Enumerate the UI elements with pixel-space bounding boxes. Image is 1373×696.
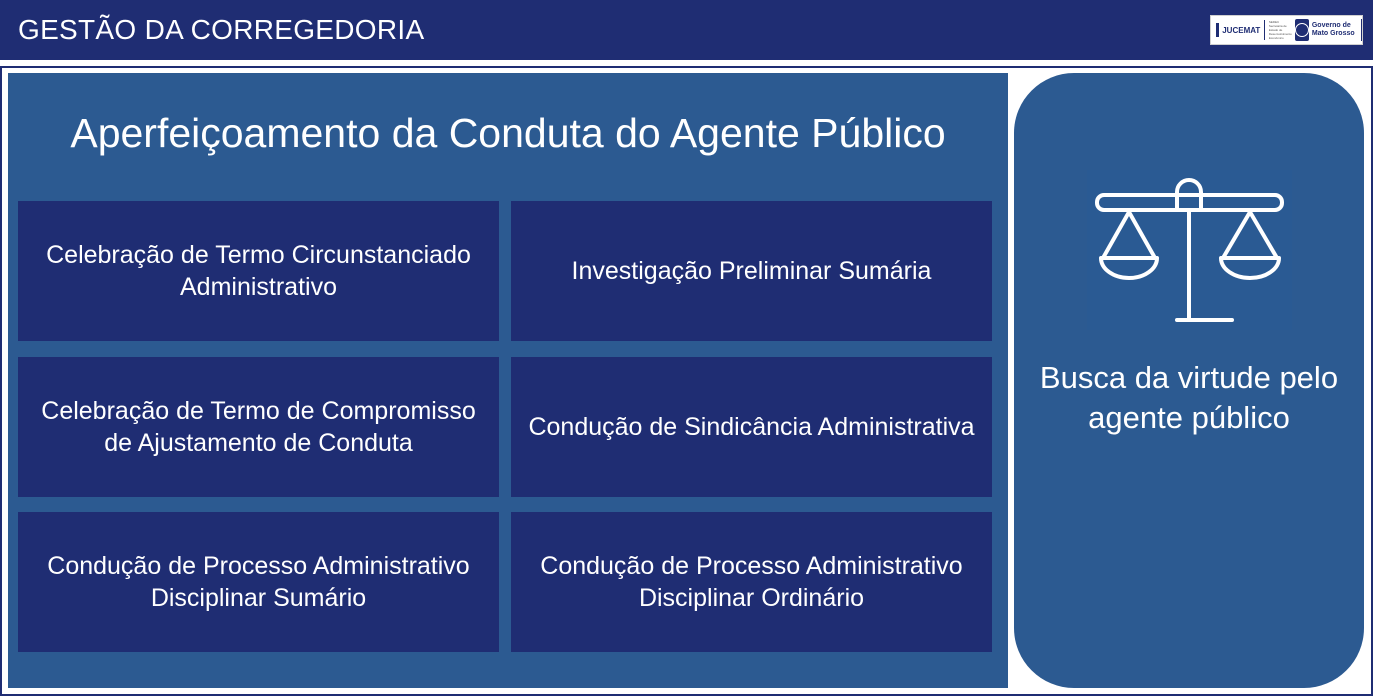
- card-termo-circunstanciado: Celebração de Termo Circunstanciado Administrativo: [18, 201, 499, 341]
- state-seal-icon: [1295, 19, 1309, 41]
- card-pad-sumario: Condução de Processo Administrativo Disciplinar Sumário: [18, 512, 499, 652]
- balance-scale-icon: [1087, 170, 1292, 330]
- card-pad-ordinario: Condução de Processo Administrativo Disciplinar Ordinário: [511, 512, 992, 652]
- logo-small-text: SEDEC Secretaria de Estado de Desenvolvimento Econômico: [1268, 20, 1292, 40]
- jucemat-logo-icon: [1216, 23, 1219, 37]
- logo: [1210, 15, 1363, 45]
- logo-end-bar: [1361, 19, 1362, 41]
- card-sindicancia: Condução de Sindicância Administrativa: [511, 357, 992, 497]
- card-investigacao-preliminar: Investigação Preliminar Sumária: [511, 201, 992, 341]
- logo-government-text: Governo de Mato Grosso: [1311, 22, 1355, 37]
- side-text: Busca da virtude pelo agente público: [1039, 360, 1339, 435]
- header-bar: [0, 0, 1373, 60]
- page-title: GESTÃO DA CORREGEDORIA: [18, 14, 425, 45]
- logo-jucemat-text: JUCEMAT: [1222, 25, 1261, 35]
- card-termo-ajustamento-conduta: Celebração de Termo de Compromisso de Ajustamento de Conduta: [18, 357, 499, 497]
- main-title: Aperfeiçoamento da Conduta do Agente Público: [70, 110, 946, 156]
- logo-divider: [1264, 20, 1265, 40]
